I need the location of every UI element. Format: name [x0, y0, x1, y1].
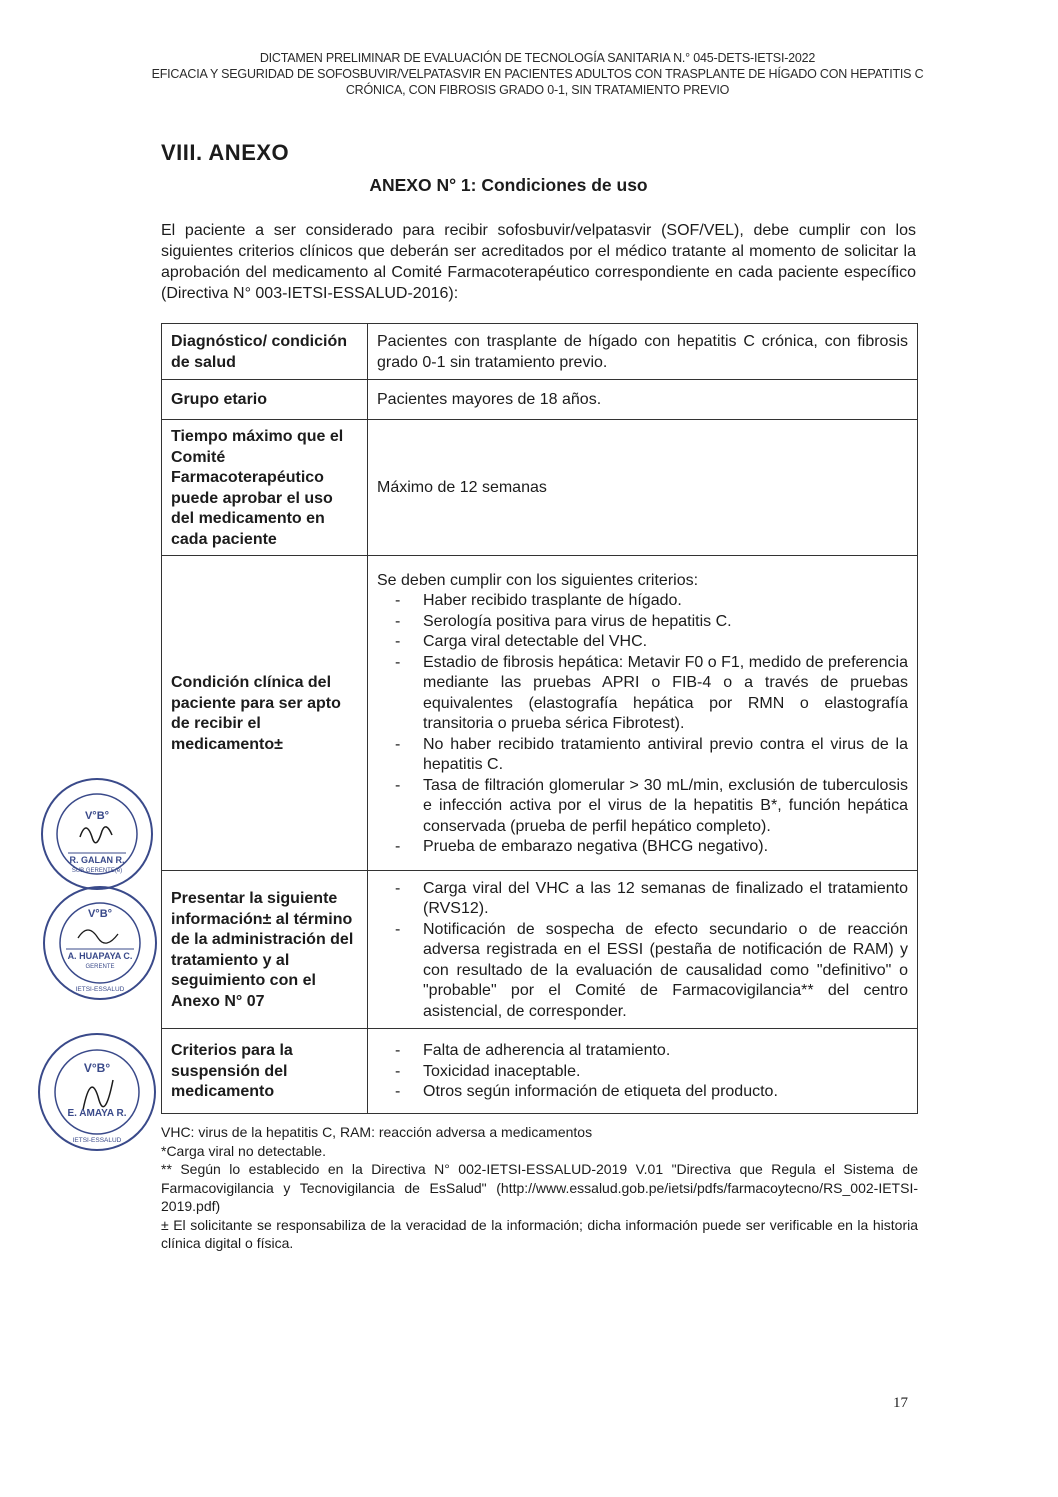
row-label: Grupo etario — [162, 380, 368, 420]
table-row — [162, 324, 918, 380]
svg-text:R. GALAN R.: R. GALAN R. — [69, 855, 125, 865]
table-row — [162, 556, 918, 871]
section-title: VIII. ANEXO — [161, 140, 290, 165]
header-line-1: DICTAMEN PRELIMINAR DE EVALUACIÓN DE TECNOLOGÍA SANITARIA N.° 045-DETS-IETSI-2022 — [259, 51, 816, 65]
table-row — [162, 420, 918, 556]
seal-stamp-2 — [40, 883, 160, 1003]
page-number: 17 — [893, 1395, 908, 1411]
footnote-star: *Carga viral no detectable. — [161, 1142, 326, 1159]
document-header — [150, 50, 925, 98]
svg-text:A. HUAPAYA C.: A. HUAPAYA C. — [67, 951, 133, 961]
list-item: - Prueba de embarazo negativa (BHCG negativo). — [377, 837, 908, 858]
row-value: Pacientes mayores de 18 años. — [368, 380, 918, 420]
footnote-abbreviations: VHC: virus de la hepatitis C, RAM: reacción adversa a medicamentos — [161, 1124, 593, 1140]
list-item: - Otros según información de etiqueta del producto. — [377, 1082, 908, 1103]
criteria-intro: Se deben cumplir con los siguientes criterios: — [377, 571, 699, 589]
list-item: - Serología positiva para virus de hepatitis C. — [377, 612, 908, 633]
list-item: - Haber recibido trasplante de hígado. — [377, 591, 908, 612]
list-item: - Notificación de sospecha de efecto secundario o de reacción adversa registrada en el ESSI (pestaña de notificación de RAM) y con resultado de la evaluación de causalidad como "definitivo" o "probable" por el Comité de Farmacovigilancia** del centro asistencial, de corresponder. — [377, 920, 908, 1023]
svg-text:IETSI-ESSALUD: IETSI-ESSALUD — [75, 986, 125, 993]
row-label: Condición clínica del paciente para ser apto de recibir el medicamento± — [162, 556, 368, 871]
suspension-list — [377, 1041, 908, 1103]
list-item: - Estadio de fibrosis hepática: Metavir F0 o F1, medido de preferencia mediante las pruebas APRI o FIB-4 o a través de pruebas equivalentes (elastografía hepática por RMN o elastografía transitoria o prueba sérica Fibrotest). — [377, 653, 908, 735]
seal-stamp-1 — [38, 775, 156, 893]
list-item: - Falta de adherencia al tratamiento. — [377, 1041, 908, 1062]
annex-title: ANEXO N° 1: Condiciones de uso — [369, 175, 648, 195]
svg-text:V°B°: V°B° — [83, 1061, 111, 1075]
svg-text:E. AMAYA R.: E. AMAYA R. — [67, 1108, 127, 1119]
svg-text:V°B°: V°B° — [87, 908, 113, 920]
information-list — [377, 879, 908, 1023]
list-item: - No haber recibido tratamiento antiviral previo contra el virus de la hepatitis C. — [377, 735, 908, 776]
footnotes — [161, 1123, 918, 1253]
svg-text:SUB GERENTE(e): SUB GERENTE(e) — [71, 868, 123, 874]
row-value: Máximo de 12 semanas — [368, 420, 918, 556]
header-line-2: EFICACIA Y SEGURIDAD DE SOFOSBUVIR/VELPATASVIR EN PACIENTES ADULTOS CON TRASPLANTE DE HÍGADO CON HEPATITIS C — [151, 67, 924, 81]
row-label: Diagnóstico/ condición de salud — [162, 324, 368, 380]
list-item: - Tasa de filtración glomerular > 30 mL/min, exclusión de tuberculosis e infección activa por el virus de la hepatitis B*, función hepática conservada (prueba de perfil hepático completo). — [377, 776, 908, 838]
svg-text:IETSI-ESSALUD: IETSI-ESSALUD — [72, 1137, 122, 1144]
row-value — [368, 556, 918, 871]
row-label: Criterios para la suspensión del medicamento — [162, 1029, 368, 1114]
svg-text:V°B°: V°B° — [84, 810, 110, 822]
header-line-3: CRÓNICA, CON FIBROSIS GRADO 0-1, SIN TRATAMIENTO PREVIO — [345, 83, 730, 97]
list-item: - Carga viral del VHC a las 12 semanas de finalizado el tratamiento (RVS12). — [377, 879, 908, 920]
row-value — [368, 871, 918, 1029]
table-row — [162, 871, 918, 1029]
table-row — [162, 380, 918, 420]
criteria-list — [377, 591, 908, 858]
footnote-double-star: ** Según lo establecido en la Directiva N° 002-IETSI-ESSALUD-2019 V.01 "Directiva que Regula el Sistema de Farmacovigilancia y Tecnovigilancia de EsSalud" (http://www.essalud.gob.pe/ietsi/pdfs/farmacoytecno/RS_002-IETSI-2019.pdf) — [161, 1161, 918, 1214]
row-value: Pacientes con trasplante de hígado con hepatitis C crónica, con fibrosis grado 0-1 sin tratamiento previo. — [368, 324, 918, 380]
conditions-table — [161, 323, 918, 1114]
row-label: Presentar la siguiente información± al término de la administración del tratamiento y al seguimiento con el Anexo N° 07 — [162, 871, 368, 1029]
list-item: - Toxicidad inaceptable. — [377, 1062, 908, 1083]
row-label: Tiempo máximo que el Comité Farmacoterapéutico puede aprobar el uso del medicamento en cada paciente — [162, 420, 368, 556]
intro-paragraph: El paciente a ser considerado para recibir sofosbuvir/velpatasvir (SOF/VEL), debe cumplir con los siguientes criterios clínicos que deberán ser acreditados por el médico tratante al momento de solicitar la aprobación del medicamento al Comité Farmacoterapéutico correspondiente en cada paciente específico (Directiva N° 003-IETSI-ESSALUD-2016): — [161, 222, 916, 302]
table-row — [162, 1029, 918, 1114]
row-value — [368, 1029, 918, 1114]
list-item: - Carga viral detectable del VHC. — [377, 632, 908, 653]
svg-text:GERENTE: GERENTE — [85, 964, 115, 970]
footnote-plusminus: ± El solicitante se responsabiliza de la veracidad de la información; dicha información puede ser verificable en la historia clínica digital o física. — [161, 1216, 918, 1251]
seal-stamp-3 — [35, 1030, 160, 1155]
